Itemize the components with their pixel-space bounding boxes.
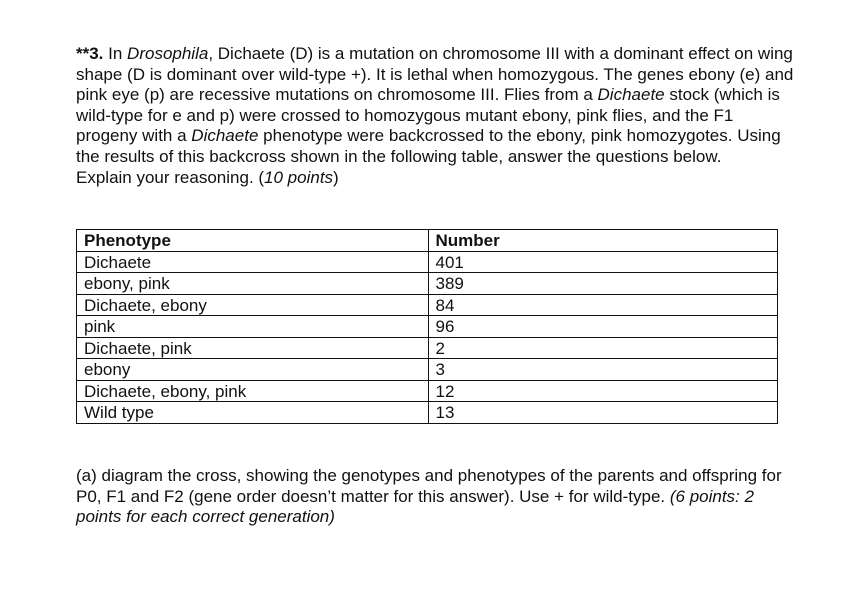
- question-text: In: [103, 44, 128, 63]
- organism-name: Drosophila: [127, 44, 209, 63]
- question-text: phenotype were backcrossed to the ebony, pink homozygotes. Using the results of this backcross shown in the following table, answer the questions below.: [76, 126, 781, 166]
- number-cell: 13: [428, 402, 777, 424]
- question-paragraph: [76, 44, 796, 168]
- dichaete-term: Dichaete: [191, 126, 259, 146]
- number-cell: 2: [428, 337, 777, 359]
- phenotype-cell: Dichaete, pink: [77, 337, 429, 359]
- explain-close: ): [333, 167, 339, 187]
- results-table-wrap: [76, 229, 778, 424]
- number-cell: 96: [428, 316, 777, 338]
- explain-text: Explain your reasoning. (: [76, 167, 265, 187]
- explain-line: [76, 168, 796, 189]
- part-a-paragraph: [76, 466, 796, 528]
- question-text: , Dichaete (D) is a mutation on chromosome III with a dominant effect on wing shape (D is dominant over wild-type +). It is lethal when homozygous. The genes ebony (e) and pink eye (p) are recessive mutations on chromosome III. Flies from a: [76, 44, 794, 105]
- phenotype-cell: Dichaete, ebony: [77, 294, 429, 316]
- phenotype-cell: pink: [77, 316, 429, 338]
- table-row: [77, 337, 778, 359]
- number-cell: 3: [428, 359, 777, 381]
- number-cell: 12: [428, 380, 777, 402]
- table-header-row: [77, 230, 778, 252]
- number-cell: 389: [428, 273, 777, 295]
- phenotype-cell: ebony: [77, 359, 429, 381]
- question-text: stock (which is wild-type for e and p) were crossed to homozygous mutant ebony, pink flies, and the F1 progeny with a: [76, 85, 780, 146]
- header-phenotype: Phenotype: [77, 230, 429, 252]
- phenotype-cell: Dichaete, ebony, pink: [77, 380, 429, 402]
- number-cell: 84: [428, 294, 777, 316]
- table-row: [77, 273, 778, 295]
- points-label: 10 points: [264, 167, 334, 187]
- question-3: [76, 44, 796, 188]
- table-row: [77, 359, 778, 381]
- question-number: **3.: [76, 44, 104, 63]
- number-cell: 401: [428, 251, 777, 273]
- header-number: Number: [428, 230, 777, 252]
- table-row: [77, 380, 778, 402]
- table-row: [77, 294, 778, 316]
- phenotype-cell: ebony, pink: [77, 273, 429, 295]
- dichaete-term: Dichaete: [597, 85, 665, 105]
- table-row: [77, 251, 778, 273]
- results-table: [76, 229, 778, 424]
- part-a: [76, 466, 796, 528]
- table-row: [77, 316, 778, 338]
- part-a-text: (a) diagram the cross, showing the genotypes and phenotypes of the parents and offspring for P0, F1 and F2 (gene order doesn’t matter for this answer). Use + for wild-type.: [76, 466, 782, 506]
- table-row: [77, 402, 778, 424]
- part-a-points: (6 points: 2 points for each correct generation): [76, 486, 754, 527]
- phenotype-cell: Dichaete: [77, 251, 429, 273]
- phenotype-cell: Wild type: [77, 402, 429, 424]
